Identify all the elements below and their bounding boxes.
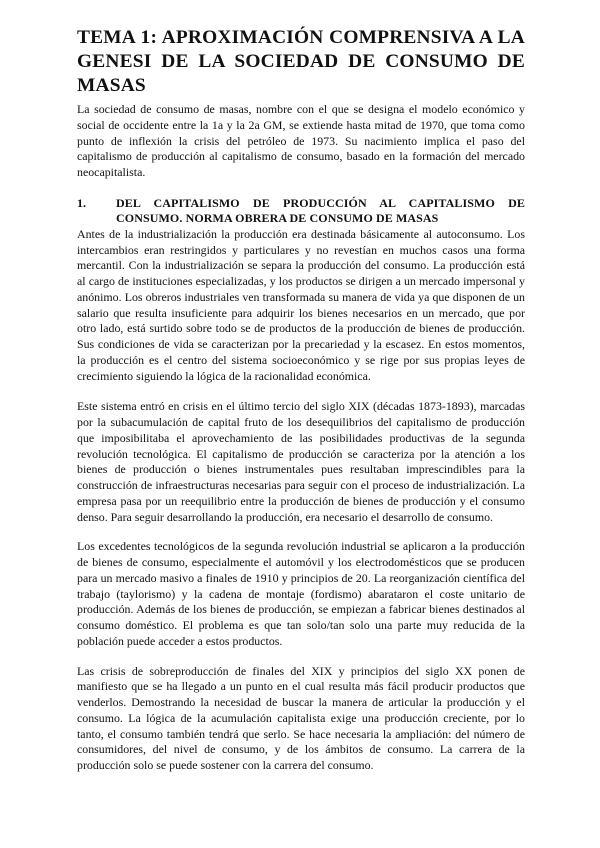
section-number: 1.: [77, 195, 86, 210]
document-title: TEMA 1: APROXIMACIÓN COMPRENSIVA A LA GENESI DE LA SOCIEDAD DE CONSUMO DE MASAS: [77, 27, 525, 96]
document-page: [77, 26, 525, 774]
section-title: DEL CAPITALISMO DE PRODUCCIÓN AL CAPITALISMO DE CONSUMO. NORMA OBRERA DE CONSUMO DE MASAS: [116, 195, 525, 226]
intro-paragraph: La sociedad de consumo de masas, nombre con el que se designa el modelo económico y social de occidente entre la 1a y la 2a GM, se extiende hasta mitad de 1970, que toma como punto de inflexión la crisis del petróleo de 1973. Su nacimiento implica el paso del capitalismo de producción al capitalismo de consumo, basado en la formación del mercado neocapitalista.: [77, 102, 525, 179]
body-paragraph-1: Antes de la industrialización la producción era destinada básicamente al autoconsumo. Los intercambios eran restringidos y particulares y no revestían en muchos casos una forma mercantil. Con la industrialización se separa la producción del consumo. La producción está al cargo de instituciones especializadas, y los productos se dirigen a un mercado impersonal y anónimo. Los obreros industriales ven transformada su manera de vida ya que disponen de un salario que resulta insuficiente para adquirir los bienes necesarios en un mercado, que por otro lado, está surtido sobre todo se de productos de la producción de bienes de producción. Sus condiciones de vida se caracterizan por la precariedad y la escasez. En estos momentos, la producción es el centro del sistema socioeconómico y se rige por sus propias leyes de crecimiento siguiendo la lógica de la racionalidad económica.: [77, 226, 525, 383]
body-paragraph-3: Los excedentes tecnológicos de la segunda revolución industrial se aplicaron a la producción de bienes de consumo, especialmente el automóvil y los electrodomésticos que se producen para un mercado masivo a finales de 1910 y principios de 20. La reorganización científica del trabajo (taylorismo) y la cadena de montaje (fordismo) abarataron el coste unitario de producción. Además de los bienes de producción, se empiezan a fabricar bienes destinados al consumo doméstico. El problema es que tan solo/tan solo una parte muy reducida de la población puede acceder a estos productos.: [77, 539, 525, 648]
body-paragraph-2: Este sistema entró en crisis en el último tercio del siglo XIX (décadas 1873-1893), marcadas por la subacumulación de capital fruto de los desequilibrios del capitalismo de producción que imposibilitaba el aprovechamiento de las posibilidades productivas de la segunda revolución tecnológica. El capitalismo de producción se caracteriza por la atención a los bienes de producción o bienes instrumentales pues resultaban imprescindibles para la construcción de infraestructuras necesarias para seguir con el proceso de industrialización. La empresa pasa por un reequilibrio entre la producción de bienes de producción y el consumo denso. Para seguir desarrollando la producción, era necesario el desarrollo de consumo.: [77, 399, 525, 524]
body-paragraph-4: Las crisis de sobreproducción de finales del XIX y principios del siglo XX ponen de manifiesto que se ha llegado a un punto en el cual resulta más fácil producir productos que venderlos. Demostrando la necesidad de buscar la manera de articular la producción y el consumo. La lógica de la acumulación capitalista exige una producción creciente, por lo tanto, el consumo también tendrá que serlo. Se hace necesaria la ampliación: del número de consumidores, del nivel de consumo, y de los ámbitos de consumo. La carrera de la producción solo se puede sostener con la carrera del consumo.: [77, 663, 525, 772]
section-heading: [77, 196, 525, 227]
